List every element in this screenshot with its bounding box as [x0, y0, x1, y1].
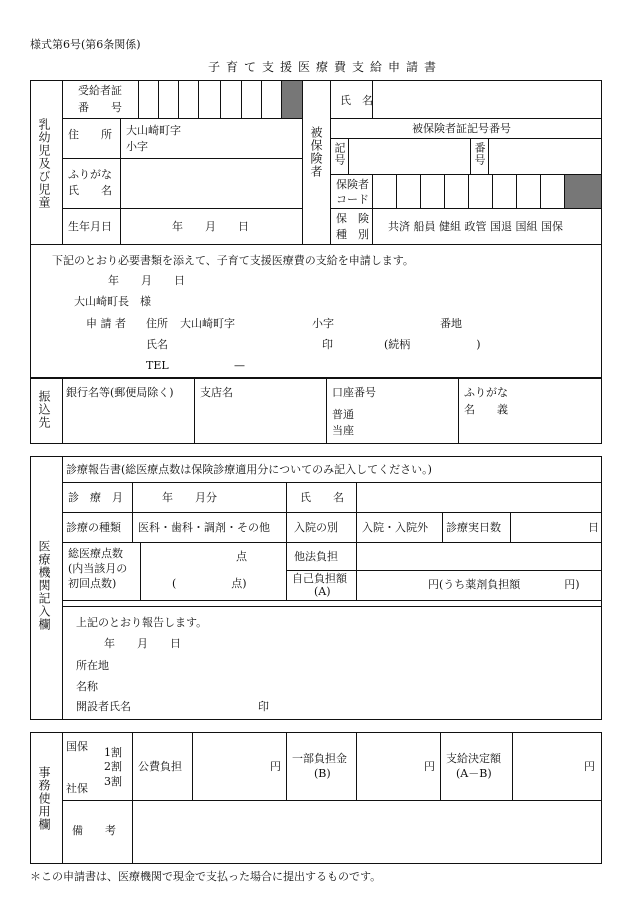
total-points-label: 総医療点数	[68, 547, 123, 560]
founder-seal: 印	[258, 700, 269, 713]
partial-burden-yen: 円	[424, 760, 435, 773]
holder-name-label: 名 義	[464, 403, 508, 416]
application-date: 年 月 日	[108, 274, 185, 287]
footnote: ＊この申請書は、医療機関で現金で支払った場合に提出するものです。	[30, 870, 382, 883]
remarks-label: 備 考	[72, 824, 116, 837]
insurer-code-shaded-cell	[565, 175, 601, 208]
branch-label: 支店名	[200, 386, 233, 399]
insurer-code-label: 保険者	[336, 178, 369, 191]
symbol-label: 記号	[333, 142, 346, 166]
account-label: 口座番号	[332, 386, 376, 399]
insurance-type-label-2: 種 別	[336, 228, 369, 241]
treatment-type-value: 医科・歯科・調剤・その他	[138, 521, 270, 534]
number-label: 番号	[473, 142, 486, 166]
insured-section-label: 被保険者	[309, 126, 323, 178]
applicant-koaza: 小字	[312, 317, 334, 330]
public-burden-yen: 円	[270, 760, 281, 773]
total-points-label-3: 初回点数)	[68, 577, 117, 590]
self-pay-label-2: (A)	[314, 585, 331, 598]
first-points-paren: ( 点)	[172, 577, 247, 590]
partial-burden-label-2: (B)	[314, 767, 331, 780]
child-address-line2: 小字	[126, 140, 148, 153]
cert-header: 被保険者証記号番号	[412, 122, 511, 135]
tel-label: TEL	[146, 359, 169, 372]
self-pay-label: 自己負担額	[292, 572, 347, 585]
insurance-type-label: 保 険	[336, 212, 369, 225]
child-address-label: 住 所	[68, 128, 112, 141]
total-points-unit: 点	[236, 550, 247, 563]
location-label: 所在地	[76, 659, 109, 672]
applicant-name-label: 氏名	[146, 338, 168, 351]
total-points-label-2: (内当該月の	[68, 562, 128, 575]
treatment-month-value: 年 月分	[162, 491, 217, 504]
insurance-types: 共済 船員 健組 政管 国退 国組 国保	[388, 220, 563, 233]
tel-dash: —	[234, 359, 245, 372]
application-statement: 下記のとおり必要書類を添えて、子育て支援医療費の支給を申請します。	[52, 254, 414, 267]
account-futsu: 普通	[332, 408, 354, 421]
recipient-no-label-2: 番 号	[78, 101, 122, 114]
child-section-label: 乳幼児及び児童	[37, 118, 51, 209]
founder-name-label: 開設者氏名	[76, 700, 131, 713]
treatment-type-label: 診療の種類	[66, 521, 121, 534]
child-name-label: 氏 名	[68, 184, 112, 197]
account-toza: 当座	[332, 424, 354, 437]
insurer-code-label-2: コード	[336, 193, 369, 206]
decision-label-2: (A－B)	[456, 767, 492, 780]
self-pay-value: 円(うち薬剤負担額 円)	[428, 578, 580, 591]
applicant-address-value: 大山崎町字	[180, 317, 235, 330]
decision-yen: 円	[584, 760, 595, 773]
partial-burden-label: 一部負担金	[292, 752, 347, 765]
other-law-label: 他法負担	[294, 550, 338, 563]
ratio-2: 2割	[104, 760, 122, 773]
public-burden-label: 公費負担	[138, 760, 182, 773]
report-statement: 上記のとおり報告します。	[76, 616, 208, 629]
treatment-month-label: 診 療 月	[68, 491, 123, 504]
insured-name-label: 氏 名	[340, 94, 373, 107]
applicant-address-label: 住所	[146, 317, 168, 330]
addressee: 大山崎町長 様	[74, 295, 151, 308]
form-title: 子育て支援医療費支給申請書	[208, 60, 443, 74]
child-address-line1: 大山崎町字	[126, 124, 181, 137]
treatment-days-label: 診療実日数	[446, 521, 501, 534]
holder-furigana-label: ふりがな	[464, 386, 508, 399]
transfer-section-label: 振込先	[37, 390, 51, 429]
patient-name-label: 氏 名	[300, 491, 344, 504]
dob-label: 生年月日	[68, 220, 112, 233]
facility-name-label: 名称	[76, 680, 98, 693]
inpatient-value: 入院・入院外	[362, 521, 428, 534]
report-date: 年 月 日	[104, 637, 181, 650]
ratio-3: 3割	[104, 775, 122, 788]
applicant-label: 申 請 者	[86, 317, 126, 330]
bank-label: 銀行名等(郵便局除く)	[66, 386, 174, 399]
applicant-relation: (続柄 )	[384, 338, 481, 351]
office-section-label: 事務使用欄	[37, 766, 51, 831]
shaho-label: 社保	[66, 782, 88, 795]
treatment-days-unit: 日	[588, 521, 599, 534]
applicant-seal: 印	[322, 338, 333, 351]
applicant-banchi: 番地	[440, 317, 462, 330]
decision-label: 支給決定額	[446, 752, 501, 765]
report-header: 診療報告書(総医療点数は保険診療適用分についてのみ記入してください。)	[66, 463, 432, 476]
form-number: 様式第6号(第6条関係)	[30, 38, 141, 51]
recipient-no-shaded-cell	[282, 81, 302, 118]
child-furigana-label: ふりがな	[68, 168, 112, 181]
inpatient-label: 入院の別	[294, 521, 338, 534]
medical-section-label: 医療機関記入欄	[37, 540, 51, 631]
recipient-no-label: 受給者証	[78, 84, 122, 97]
ratio-1: 1割	[104, 746, 122, 759]
dob-value: 年 月 日	[172, 220, 249, 233]
kokuho-label: 国保	[66, 740, 88, 753]
